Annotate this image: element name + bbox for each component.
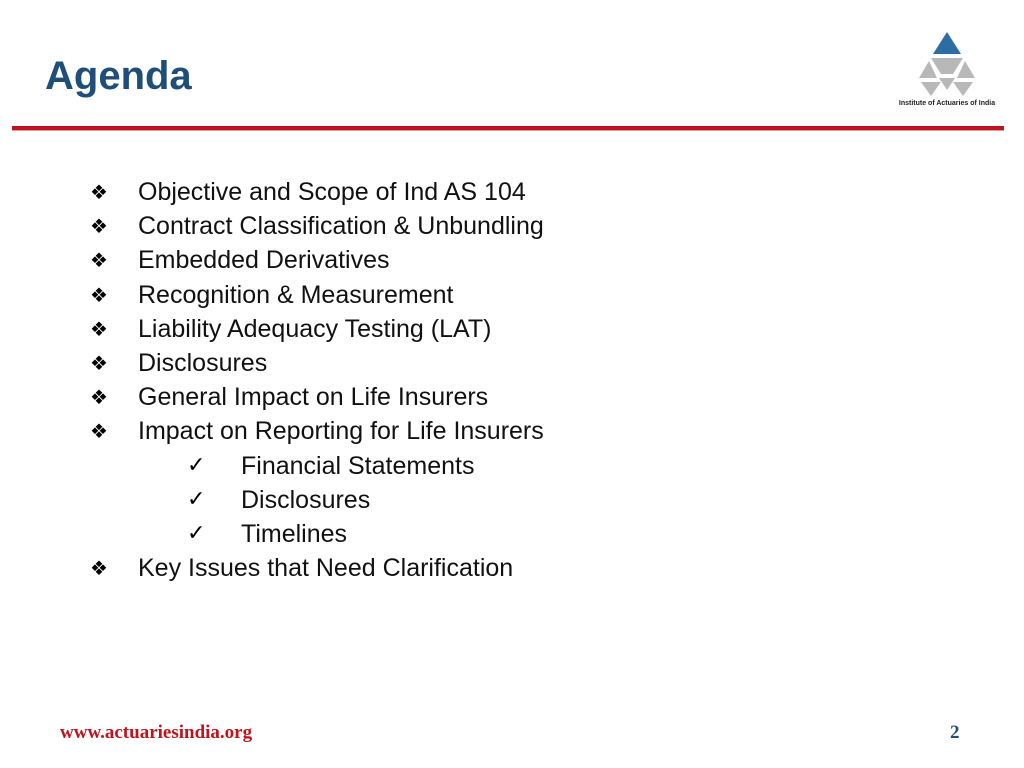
footer-website-link[interactable]: www.actuariesindia.org [60, 722, 253, 743]
agenda-item-text: Embedded Derivatives [138, 246, 390, 275]
agenda-item-text: Impact on Reporting for Life Insurers [138, 417, 544, 446]
agenda-item-text: Contract Classification & Unbundling [138, 212, 544, 241]
diamond-bullet-icon: ❖ [90, 180, 108, 204]
actuaries-logo-icon [917, 30, 977, 98]
institute-logo [892, 30, 1002, 112]
checkmark-icon: ✓ [187, 486, 206, 512]
diamond-bullet-icon: ❖ [90, 214, 108, 239]
checkmark-icon: ✓ [187, 520, 206, 546]
agenda-item-text: General Impact on Life Insurers [138, 383, 489, 412]
diamond-bullet-icon: ❖ [90, 556, 108, 581]
diamond-bullet-icon: ❖ [90, 385, 108, 410]
title-divider [12, 126, 1004, 131]
agenda-item-text: Recognition & Measurement [138, 280, 454, 309]
agenda-item-text: Liability Adequacy Testing (LAT) [138, 314, 492, 343]
diamond-bullet-icon: ❖ [90, 350, 108, 375]
diamond-bullet-icon: ❖ [90, 282, 108, 307]
agenda-item-text: Key Issues that Need Clarification [138, 554, 514, 583]
page-number: 2 [950, 722, 960, 743]
logo-caption: Institute of Actuaries of India [898, 100, 996, 107]
agenda-subitem-text: Disclosures [241, 485, 371, 514]
checkmark-icon: ✓ [187, 452, 206, 478]
agenda-subitem-text: Timelines [241, 519, 348, 548]
agenda-item-text: Disclosures [138, 348, 268, 377]
diamond-bullet-icon: ❖ [90, 248, 108, 273]
diamond-bullet-icon: ❖ [90, 419, 108, 444]
page-title: Agenda [45, 54, 192, 98]
agenda-item-text: Objective and Scope of Ind AS 104 [138, 178, 526, 206]
diamond-bullet-icon: ❖ [90, 316, 108, 341]
agenda-subitem-text: Financial Statements [241, 451, 475, 480]
